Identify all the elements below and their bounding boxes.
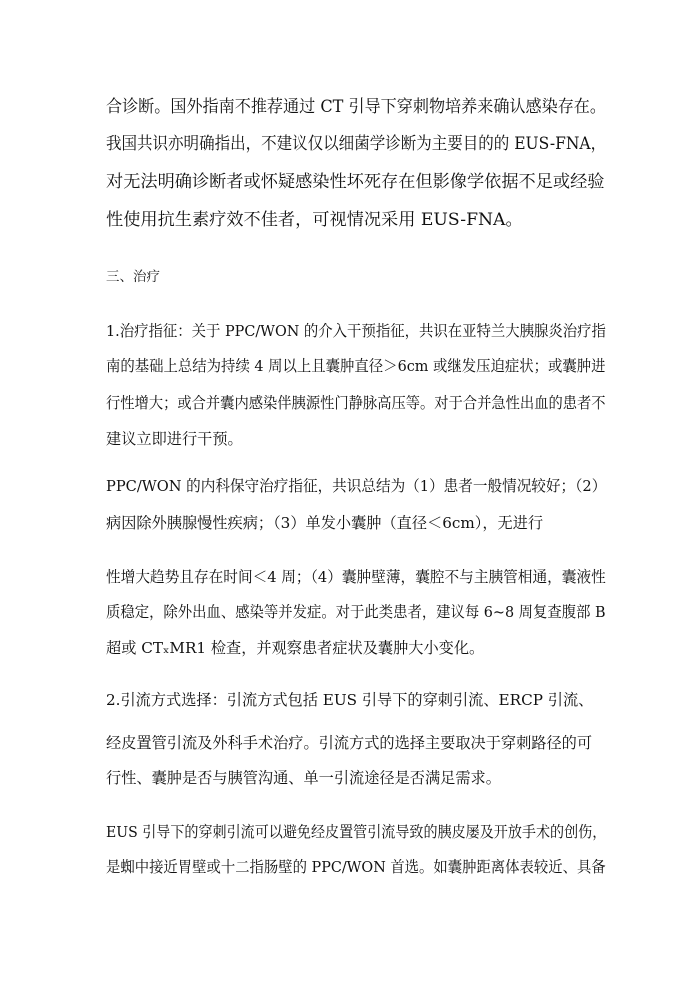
text-line: 病因除外胰腺慢性疾病；（3）单发小囊肿（直径＜6cm），无进行 bbox=[106, 514, 544, 532]
text-line: 建议立即进行干预。 bbox=[106, 430, 243, 448]
text-line: 2.引流方式选择：引流方式包括 EUS 引导下的穿刺引流、ERCP 引流、 bbox=[106, 691, 594, 709]
text-line: 我国共识亦明确指出，不建议仅以细菌学诊断为主要目的的 EUS-FNA， bbox=[106, 134, 607, 154]
text-line: 南的基础上总结为持续 4 周以上且囊肿直径＞6cm 或继发压迫症状；或囊肿进 bbox=[106, 357, 606, 375]
section-heading: 三、治疗 bbox=[106, 269, 160, 285]
text-line: 性使用抗生素疗效不佳者，可视情况采用 EUS-FNA。 bbox=[106, 210, 523, 230]
text-line: PPC/WON 的内科保守治疗指征，共识总结为（1）患者一般情况较好；（2） bbox=[106, 477, 607, 495]
text-line: 质稳定，除外出血、感染等并发症。对于此类患者，建议每 6~8 周复查腹部 B bbox=[106, 603, 606, 621]
text-line: 性增大趋势且存在时间＜4 周；（4）囊肿壁薄，囊腔不与主胰管相通，囊液性 bbox=[106, 568, 606, 586]
text-line: 经皮置管引流及外科手术治疗。引流方式的选择主要取决于穿刺路径的可 bbox=[106, 734, 592, 752]
text-line: 合诊断。国外指南不推荐通过 CT 引导下穿刺物培养来确认感染存在。 bbox=[106, 97, 606, 117]
text-line: EUS 引导下的穿刺引流可以避免经皮置管引流导致的胰皮屡及开放手术的创伤， bbox=[106, 823, 607, 841]
text-line: 对无法明确诊断者或怀疑感染性坏死存在但影像学依据不足或经验 bbox=[106, 172, 605, 192]
text-line: 是蜘中接近胃壁或十二指肠壁的 PPC/WON 首选。如囊肿距离体表较近、具备 bbox=[106, 858, 606, 876]
text-line: 行性增大；或合并囊内感染伴胰源性门静脉高压等。对于合并急性出血的患者不 bbox=[106, 394, 606, 412]
text-line: 超或 CTₓMR1 检查，并观察患者症状及囊肿大小变化。 bbox=[106, 639, 485, 657]
text-line: 行性、囊肿是否与胰管沟通、单一引流途径是否满足需求。 bbox=[106, 769, 501, 787]
text-line: 1.治疗指征：关于 PPC/WON 的介入干预指征，共识在亚特兰大胰腺炎治疗指 bbox=[106, 322, 606, 340]
